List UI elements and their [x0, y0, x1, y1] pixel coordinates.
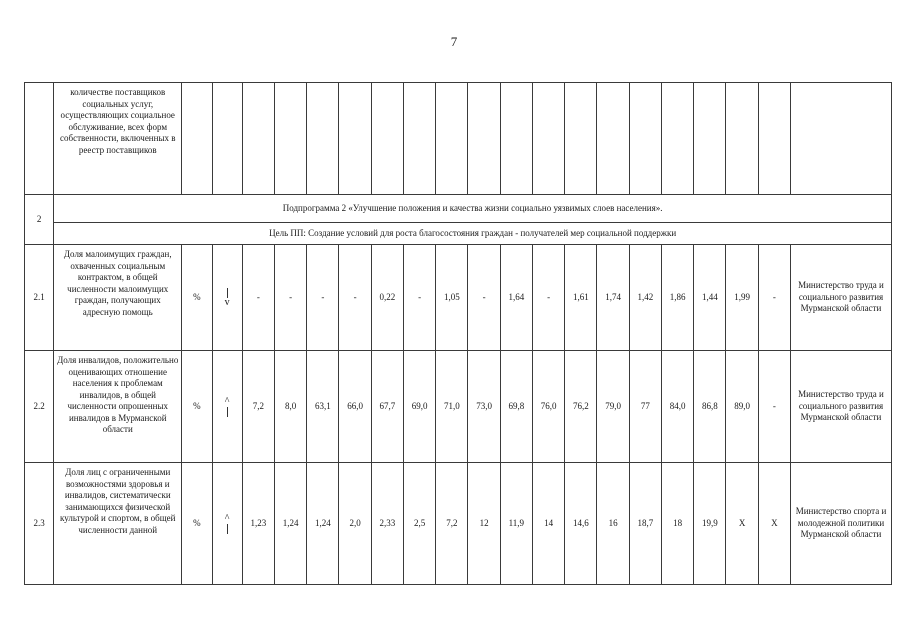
- value-cell: 2,33: [371, 463, 403, 585]
- value-cell: 1,23: [242, 463, 274, 585]
- value-cell: -: [274, 245, 306, 351]
- value-cell: 2,0: [339, 463, 371, 585]
- subprogram-goal: Цель ПП: Создание условий для роста благосостояния граждан - получателей мер социальной поддержки: [54, 223, 892, 245]
- row-number: 2.3: [25, 463, 54, 585]
- value-cell: X: [758, 463, 790, 585]
- empty-cell: [694, 83, 726, 195]
- arrow-up-icon: ^: [225, 397, 230, 417]
- value-cell: 1,74: [597, 245, 629, 351]
- empty-cell: [629, 83, 661, 195]
- value-cell: 1,86: [661, 245, 693, 351]
- value-cell: 76,2: [565, 351, 597, 463]
- value-cell: 1,24: [307, 463, 339, 585]
- direction-cell: [212, 351, 242, 463]
- page-number: 7: [450, 34, 458, 49]
- value-cell: 89,0: [726, 351, 758, 463]
- subprogram-goal-row: [25, 223, 892, 245]
- value-cell: 79,0: [597, 351, 629, 463]
- indicator-name-cell: количестве поставщиков социальных услуг, осуществляющих социальное обслуживание, всех форм собственности, включенных в реестр поставщиков: [54, 83, 182, 195]
- value-cell: 1,05: [436, 245, 468, 351]
- value-cell: 1,61: [565, 245, 597, 351]
- value-cell: 14: [532, 463, 564, 585]
- responsible-cell: Министерство труда и социального развития Мурманской области: [790, 351, 891, 463]
- empty-cell: [212, 83, 242, 195]
- responsible-cell: Министерство труда и социального развития Мурманской области: [790, 245, 891, 351]
- value-cell: 67,7: [371, 351, 403, 463]
- value-cell: X: [726, 463, 758, 585]
- arrow-down-icon: v: [225, 288, 230, 308]
- responsible-cell: Министерство спорта и молодежной политики Мурманской области: [790, 463, 891, 585]
- value-cell: 8,0: [274, 351, 306, 463]
- empty-cell: [726, 83, 758, 195]
- value-cell: -: [242, 245, 274, 351]
- unit-cell: %: [182, 463, 212, 585]
- value-cell: 69,8: [500, 351, 532, 463]
- empty-cell: [436, 83, 468, 195]
- value-cell: -: [532, 245, 564, 351]
- unit-cell: %: [182, 351, 212, 463]
- table-row: [25, 463, 892, 585]
- indicators-table: [24, 82, 892, 585]
- value-cell: 14,6: [565, 463, 597, 585]
- empty-cell: [758, 83, 790, 195]
- value-cell: 73,0: [468, 351, 500, 463]
- indicator-name-cell: Доля инвалидов, положительно оценивающих отношение населения к проблемам инвалидов, в общей численности опрошенных инвалидов в Мурманской области: [54, 351, 182, 463]
- value-cell: -: [758, 245, 790, 351]
- value-cell: 1,24: [274, 463, 306, 585]
- indicator-name-cell: Доля малоимущих граждан, охваченных социальным контрактом, в общей численности малоимущих граждан, получающих адресную помощь: [54, 245, 182, 351]
- value-cell: 11,9: [500, 463, 532, 585]
- num-cell-empty: [25, 83, 54, 195]
- empty-cell: [242, 83, 274, 195]
- empty-cell: [371, 83, 403, 195]
- subprogram-title: Подпрограмма 2 «Улучшение положения и качества жизни социально уязвимых слоев населения».: [54, 195, 892, 223]
- unit-cell: %: [182, 245, 212, 351]
- empty-cell: [468, 83, 500, 195]
- row-number: 2.1: [25, 245, 54, 351]
- value-cell: 86,8: [694, 351, 726, 463]
- table-row: [25, 351, 892, 463]
- direction-cell: [212, 463, 242, 585]
- value-cell: 77: [629, 351, 661, 463]
- indicator-name-cell: Доля лиц с ограниченными возможностями здоровья и инвалидов, систематически занимающихся физической культурой и спортом, в общей численности данной: [54, 463, 182, 585]
- value-cell: 1,64: [500, 245, 532, 351]
- value-cell: 76,0: [532, 351, 564, 463]
- empty-cell: [274, 83, 306, 195]
- value-cell: -: [403, 245, 435, 351]
- value-cell: 7,2: [436, 463, 468, 585]
- subprogram-number: 2: [25, 195, 54, 245]
- direction-cell: [212, 245, 242, 351]
- value-cell: -: [758, 351, 790, 463]
- empty-cell: [661, 83, 693, 195]
- value-cell: 19,9: [694, 463, 726, 585]
- value-cell: 1,42: [629, 245, 661, 351]
- table-row-continuation: [25, 83, 892, 195]
- value-cell: 63,1: [307, 351, 339, 463]
- value-cell: 66,0: [339, 351, 371, 463]
- value-cell: 2,5: [403, 463, 435, 585]
- empty-cell: [565, 83, 597, 195]
- empty-cell: [597, 83, 629, 195]
- value-cell: 16: [597, 463, 629, 585]
- arrow-up-icon: ^: [225, 514, 230, 534]
- empty-cell: [182, 83, 212, 195]
- value-cell: 12: [468, 463, 500, 585]
- empty-cell: [790, 83, 891, 195]
- value-cell: 1,44: [694, 245, 726, 351]
- row-number: 2.2: [25, 351, 54, 463]
- value-cell: 71,0: [436, 351, 468, 463]
- value-cell: 18,7: [629, 463, 661, 585]
- empty-cell: [339, 83, 371, 195]
- value-cell: -: [468, 245, 500, 351]
- empty-cell: [500, 83, 532, 195]
- value-cell: -: [339, 245, 371, 351]
- value-cell: 69,0: [403, 351, 435, 463]
- empty-cell: [403, 83, 435, 195]
- empty-cell: [532, 83, 564, 195]
- table-row: [25, 245, 892, 351]
- value-cell: 1,99: [726, 245, 758, 351]
- value-cell: 0,22: [371, 245, 403, 351]
- value-cell: 18: [661, 463, 693, 585]
- value-cell: 7,2: [242, 351, 274, 463]
- value-cell: 84,0: [661, 351, 693, 463]
- value-cell: -: [307, 245, 339, 351]
- empty-cell: [307, 83, 339, 195]
- subprogram-title-row: [25, 195, 892, 223]
